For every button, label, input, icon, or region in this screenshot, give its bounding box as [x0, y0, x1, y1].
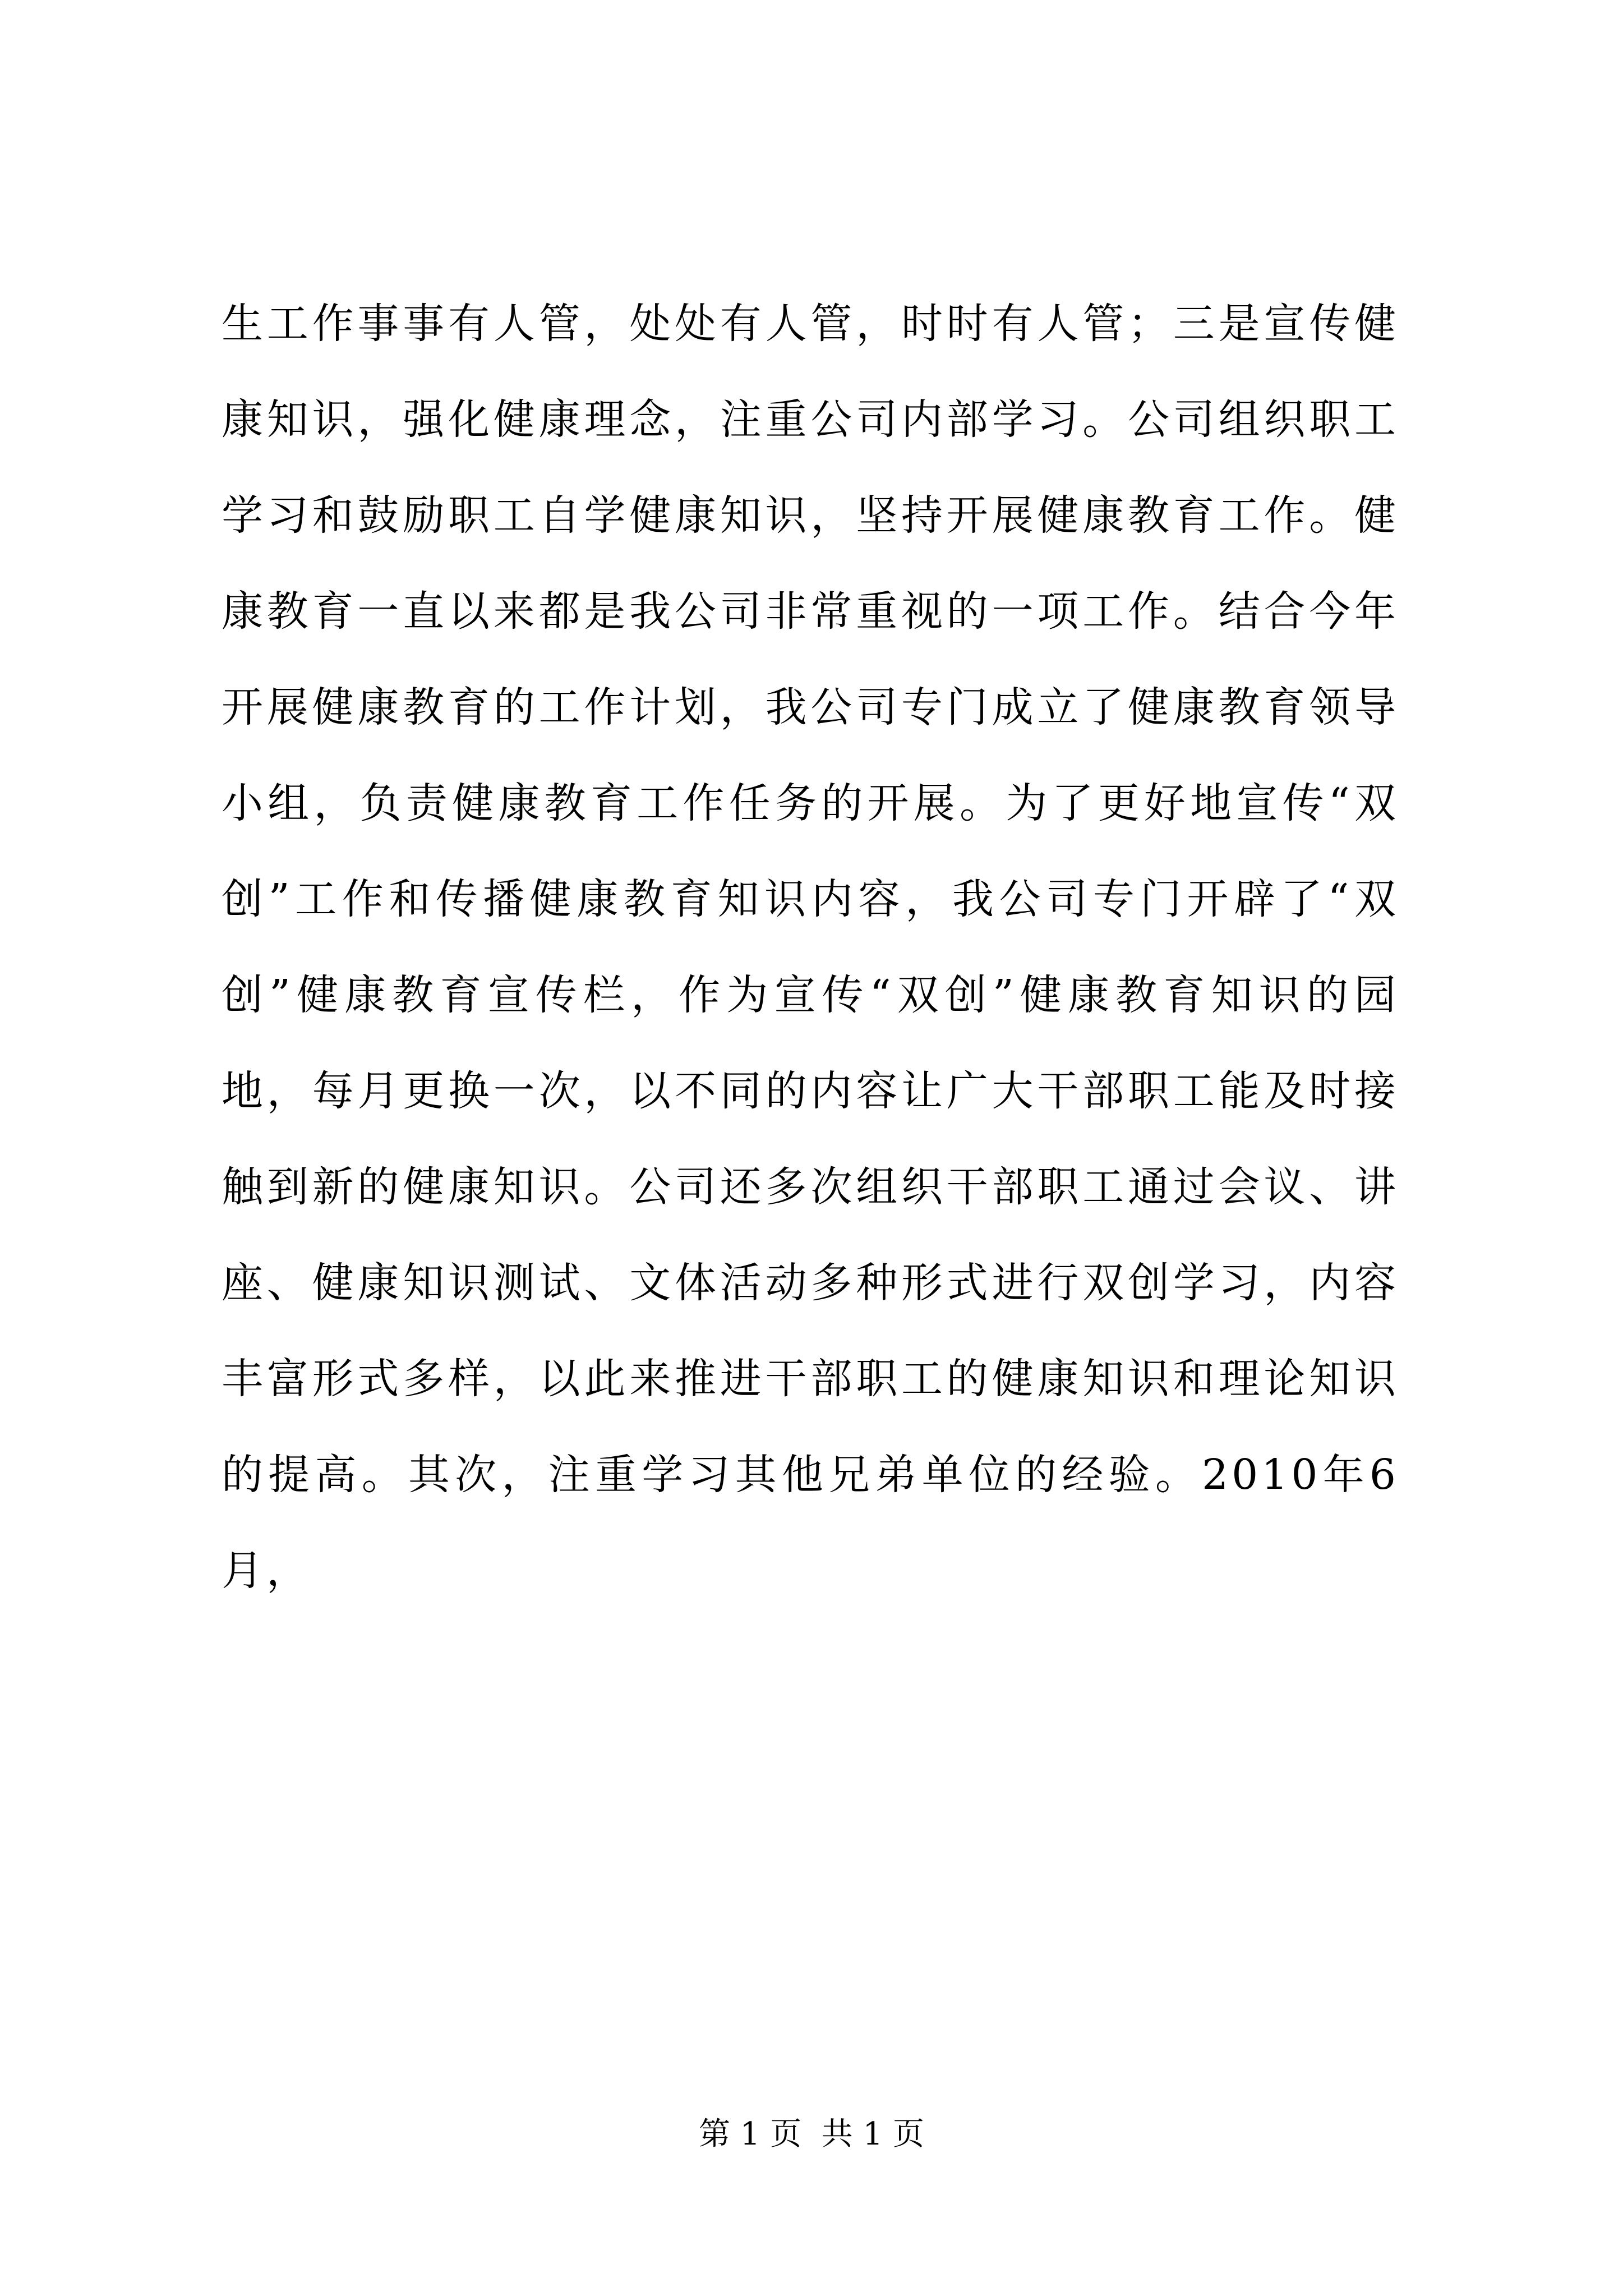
page-footer: 第 1 页 共 1 页 [698, 2116, 925, 2152]
body-paragraph: 生工作事事有人管，处处有人管，时时有人管；三是宣传健康知识，强化健康理念，注重公司内部学习。公司组织职工学习和鼓励职工自学健康知识，坚持开展健康教育工作。健康教育一直以来都是我公司非常重视的一项工作。结合今年开展健康教育的工作计划，我公司专门成立了健康教育领导小组，负责健康教育工作任务的开展。为了更好地宣传“双创”工作和传播健康教育知识内容，我公司专门开辟了“双创”健康教育宣传栏，作为宣传“双创”健康教育知识的园地，每月更换一次，以不同的内容让广大干部职工能及时接触到新的健康知识。公司还多次组织干部职工通过会议、讲座、健康知识测试、文体活动多种形式进行双创学习，内容丰富形式多样，以此来推进干部职工的健康知识和理论知识的提高。其次，注重学习其他兄弟单位的经验。2010年6月， [222, 300, 1399, 1595]
